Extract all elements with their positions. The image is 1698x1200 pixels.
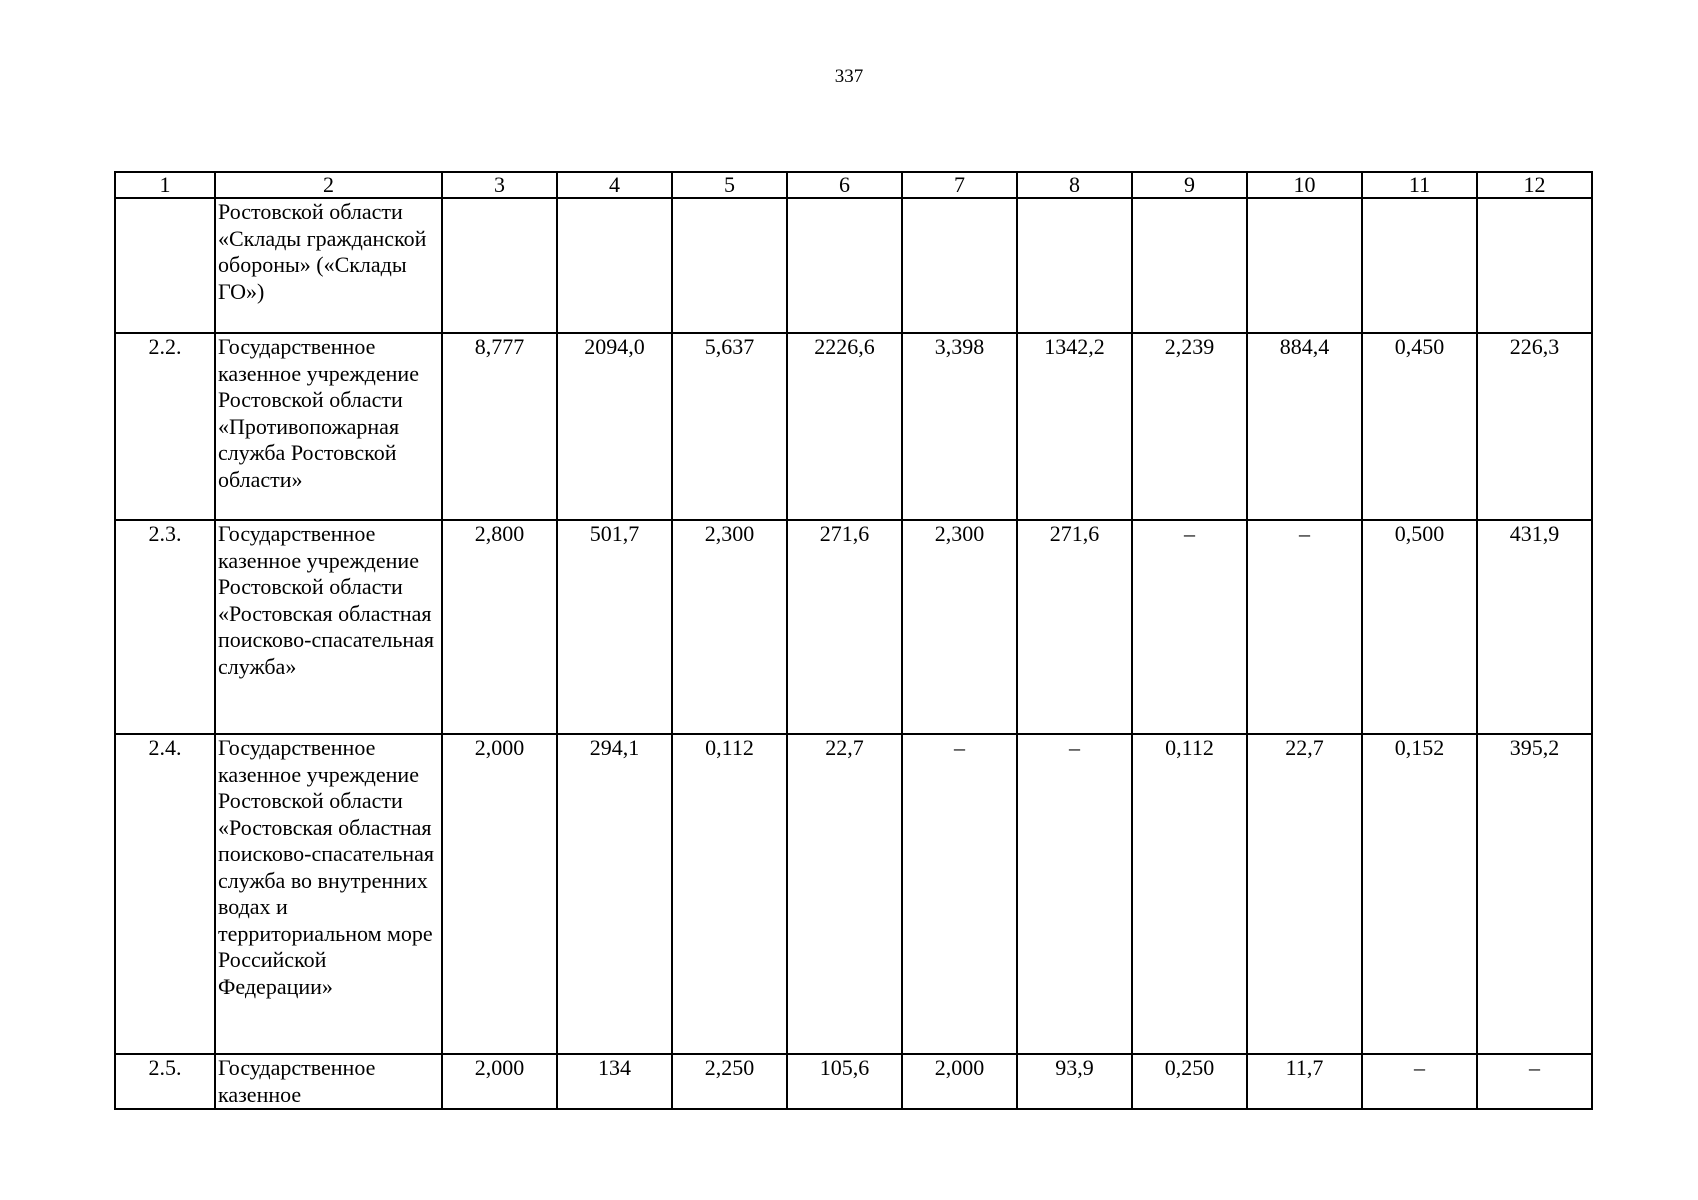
institution-name-cell: Государственное казенное учреждение Ростовской области «Ростовская областная поисково-спасательная служба» bbox=[215, 520, 442, 734]
table-row bbox=[115, 734, 1592, 1054]
row-number-cell: 2.2. bbox=[115, 333, 215, 520]
value-cell: 2,000 bbox=[902, 1054, 1017, 1109]
value-cell: – bbox=[1247, 520, 1362, 734]
value-cell: 0,250 bbox=[1132, 1054, 1247, 1109]
value-cell: 22,7 bbox=[787, 734, 902, 1054]
value-cell bbox=[442, 198, 557, 333]
header-cell: 12 bbox=[1477, 172, 1592, 198]
row-number-cell bbox=[115, 198, 215, 333]
value-cell: – bbox=[902, 734, 1017, 1054]
value-cell: – bbox=[1477, 1054, 1592, 1109]
value-cell: 395,2 bbox=[1477, 734, 1592, 1054]
value-cell: 93,9 bbox=[1017, 1054, 1132, 1109]
value-cell: 294,1 bbox=[557, 734, 672, 1054]
value-cell: 0,450 bbox=[1362, 333, 1477, 520]
value-cell bbox=[1017, 198, 1132, 333]
header-cell: 8 bbox=[1017, 172, 1132, 198]
value-cell: – bbox=[1362, 1054, 1477, 1109]
value-cell: 11,7 bbox=[1247, 1054, 1362, 1109]
value-cell bbox=[1132, 198, 1247, 333]
row-number-cell: 2.3. bbox=[115, 520, 215, 734]
value-cell bbox=[902, 198, 1017, 333]
value-cell bbox=[1477, 198, 1592, 333]
row-number-cell: 2.5. bbox=[115, 1054, 215, 1109]
value-cell: 5,637 bbox=[672, 333, 787, 520]
institution-name-cell: Государственное казенное учреждение Ростовской области «Противопожарная служба Ростовской области» bbox=[215, 333, 442, 520]
value-cell: 2,800 bbox=[442, 520, 557, 734]
value-cell: 884,4 bbox=[1247, 333, 1362, 520]
header-cell: 7 bbox=[902, 172, 1017, 198]
value-cell: 1342,2 bbox=[1017, 333, 1132, 520]
value-cell: 431,9 bbox=[1477, 520, 1592, 734]
value-cell: 2,239 bbox=[1132, 333, 1247, 520]
value-cell: 2,300 bbox=[902, 520, 1017, 734]
table-row bbox=[115, 520, 1592, 734]
header-cell: 4 bbox=[557, 172, 672, 198]
value-cell: 8,777 bbox=[442, 333, 557, 520]
institution-name-cell: Государственное казенное учреждение Ростовской области «Ростовская областная поисково-спасательная служба во внутренних водах и территориальном море Российской Федерации» bbox=[215, 734, 442, 1054]
row-number-cell: 2.4. bbox=[115, 734, 215, 1054]
header-cell: 11 bbox=[1362, 172, 1477, 198]
value-cell: 2,250 bbox=[672, 1054, 787, 1109]
table-row bbox=[115, 333, 1592, 520]
header-cell: 2 bbox=[215, 172, 442, 198]
value-cell bbox=[1362, 198, 1477, 333]
value-cell: 3,398 bbox=[902, 333, 1017, 520]
institution-name-cell: Государственное казенное bbox=[215, 1054, 442, 1109]
value-cell: 0,500 bbox=[1362, 520, 1477, 734]
institution-name-cell: Ростовской области «Склады гражданской обороны» («Склады ГО») bbox=[215, 198, 442, 333]
value-cell: 271,6 bbox=[787, 520, 902, 734]
value-cell: 2094,0 bbox=[557, 333, 672, 520]
table-row bbox=[115, 1054, 1592, 1109]
value-cell: 2,000 bbox=[442, 734, 557, 1054]
value-cell: 0,152 bbox=[1362, 734, 1477, 1054]
value-cell: 105,6 bbox=[787, 1054, 902, 1109]
header-cell: 5 bbox=[672, 172, 787, 198]
value-cell: 0,112 bbox=[1132, 734, 1247, 1054]
page-number: 337 bbox=[834, 66, 864, 87]
header-cell: 9 bbox=[1132, 172, 1247, 198]
value-cell: 22,7 bbox=[1247, 734, 1362, 1054]
value-cell: 2226,6 bbox=[787, 333, 902, 520]
value-cell: – bbox=[1132, 520, 1247, 734]
data-table bbox=[114, 171, 1593, 1110]
value-cell: – bbox=[1017, 734, 1132, 1054]
value-cell bbox=[557, 198, 672, 333]
value-cell bbox=[787, 198, 902, 333]
value-cell bbox=[1247, 198, 1362, 333]
header-cell: 6 bbox=[787, 172, 902, 198]
table-header-row bbox=[115, 172, 1592, 198]
header-cell: 1 bbox=[115, 172, 215, 198]
value-cell: 271,6 bbox=[1017, 520, 1132, 734]
value-cell bbox=[672, 198, 787, 333]
header-cell: 3 bbox=[442, 172, 557, 198]
value-cell: 2,300 bbox=[672, 520, 787, 734]
value-cell: 0,112 bbox=[672, 734, 787, 1054]
value-cell: 501,7 bbox=[557, 520, 672, 734]
value-cell: 134 bbox=[557, 1054, 672, 1109]
table-row bbox=[115, 198, 1592, 333]
header-cell: 10 bbox=[1247, 172, 1362, 198]
value-cell: 2,000 bbox=[442, 1054, 557, 1109]
value-cell: 226,3 bbox=[1477, 333, 1592, 520]
